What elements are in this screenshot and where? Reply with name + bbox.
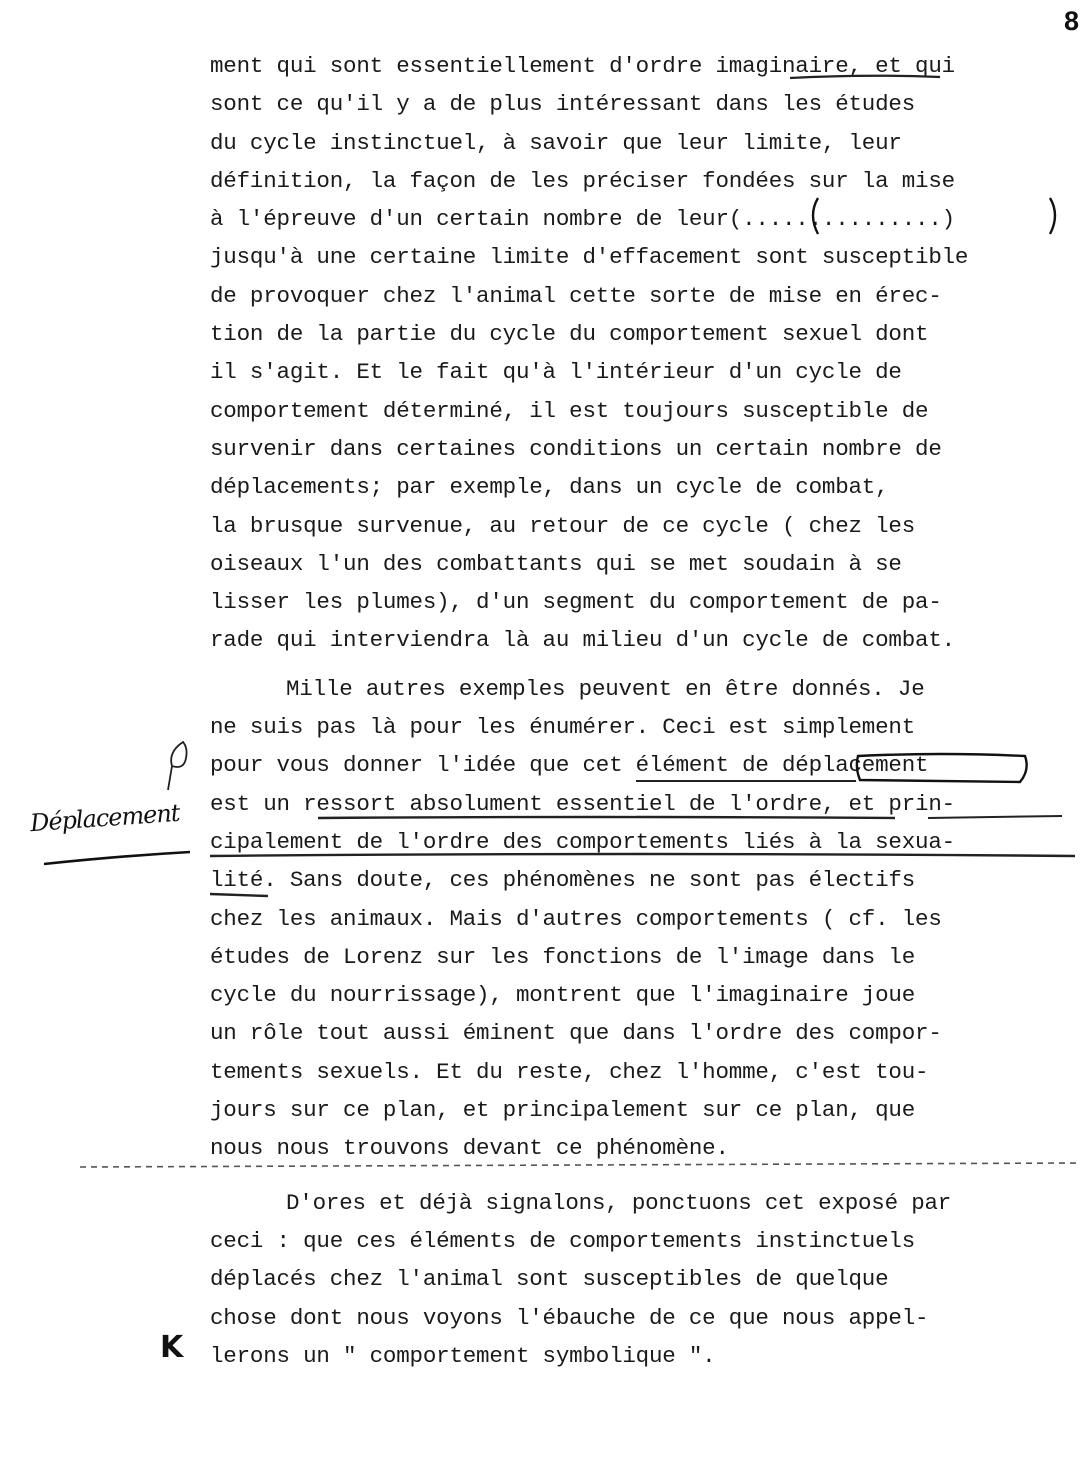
- text-line: ceci : que ces éléments de comportements instinctuels: [210, 1227, 916, 1254]
- text-line: ne suis pas là pour les énumérer. Ceci est simplement: [210, 714, 916, 741]
- margin-note-underline: [44, 852, 190, 864]
- text-line: survenir dans certaines conditions un certain nombre de: [210, 435, 942, 462]
- paragraph-gap: [210, 1168, 1080, 1184]
- text-line: pour vous donner l'idée que cet élément de déplacement: [210, 752, 929, 779]
- text-line: est un ressort absolument essentiel de l'ordre, et prin-: [210, 790, 955, 817]
- text-line: à l'épreuve d'un certain nombre de leur(...............): [210, 206, 955, 233]
- text-line: oiseaux l'un des combattants qui se met soudain à se: [210, 550, 902, 577]
- text-line: il s'agit. Et le fait qu'à l'intérieur d'un cycle de: [210, 359, 902, 386]
- text-line: lité. Sans doute, ces phénomènes ne sont pas électifs: [210, 867, 916, 894]
- handwritten-margin-mark: K: [160, 1330, 184, 1365]
- flag-mark: [168, 742, 187, 790]
- text-line: tements sexuels. Et du reste, chez l'homme, c'est tou-: [210, 1058, 929, 1085]
- text-line: de provoquer chez l'animal cette sorte de mise en érec-: [210, 282, 942, 309]
- text-line: définition, la façon de les préciser fondées sur la mise: [210, 167, 955, 194]
- text-line: jusqu'à une certaine limite d'effacement sont susceptible: [210, 244, 969, 271]
- text-line: cycle du nourrissage), montrent que l'imaginaire joue: [210, 982, 916, 1009]
- text-line: du cycle instinctuel, à savoir que leur limite, leur: [210, 129, 902, 156]
- text-line: études de Lorenz sur les fonctions de l'image dans le: [210, 943, 916, 970]
- text-line: chez les animaux. Mais d'autres comportements ( cf. les: [210, 905, 942, 932]
- text-line: la brusque survenue, au retour de ce cycle ( chez les: [210, 512, 916, 539]
- text-line: jours sur ce plan, et principalement sur ce plan, que: [210, 1097, 916, 1124]
- text-line: ment qui sont essentiellement d'ordre imaginaire, et qui: [210, 53, 955, 79]
- text-line: lisser les plumes), d'un segment du comportement de pa-: [210, 589, 942, 616]
- handwritten-margin-note: Déplacement: [29, 798, 181, 838]
- text-line: un rôle tout aussi éminent que dans l'ordre des compor-: [210, 1020, 942, 1047]
- text-line: sont ce qu'il y a de plus intéressant dans les études: [210, 91, 916, 118]
- text-line: chose dont nous voyons l'ébauche de ce que nous appel-: [210, 1304, 929, 1331]
- text-line: déplacements; par exemple, dans un cycle de combat,: [210, 474, 889, 501]
- text-line: déplacés chez l'animal sont susceptibles de quelque: [210, 1266, 889, 1293]
- text-line: nous nous trouvons devant ce phénomène.: [210, 1135, 729, 1162]
- page-number: 8: [1063, 6, 1079, 36]
- paragraph-2: [210, 670, 1080, 1168]
- text-line: tion de la partie du cycle du comportement sexuel dont: [210, 321, 929, 348]
- text-line: cipalement de l'ordre des comportements liés à la sexua-: [210, 828, 955, 855]
- paragraph-gap: [210, 660, 1080, 670]
- text-line: rade qui interviendra là au milieu d'un cycle de combat.: [210, 627, 955, 654]
- text-line: lerons un " comportement symbolique ".: [210, 1342, 716, 1369]
- paragraph-3: [210, 1184, 1080, 1375]
- text-line: Mille autres exemples peuvent en être donnés. Je: [286, 675, 925, 702]
- text-line: D'ores et déjà signalons, ponctuons cet exposé par: [286, 1189, 952, 1216]
- typed-text-body: [210, 47, 1080, 1375]
- text-line: comportement déterminé, il est toujours susceptible de: [210, 397, 929, 424]
- paragraph-1: [210, 47, 1080, 660]
